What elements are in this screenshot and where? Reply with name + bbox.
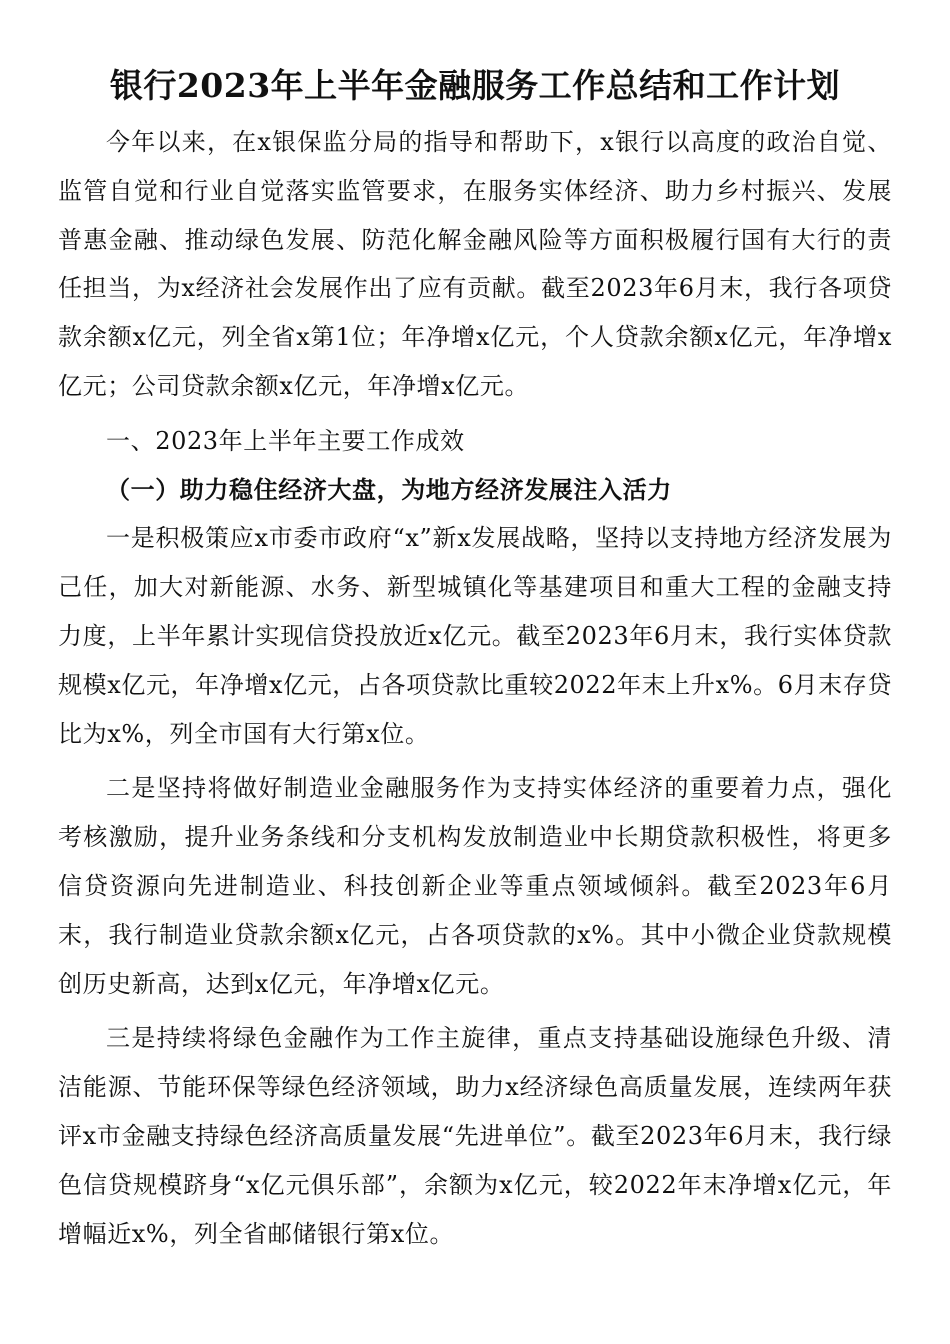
body-paragraph-3: 三是持续将绿色金融作为工作主旋律，重点支持基础设施绿色升级、清洁能源、节能环保等绿色经济领域，助力x经济绿色高质量发展，连续两年获评x市金融支持绿色经济高质量发展“先进单位”。截至2023年6月末，我行绿色信贷规模跻身“x亿元俱乐部”，余额为x亿元，较2022年末净增x亿元，年增幅近x%，列全省邮储银行第x位。 [58,1024,892,1248]
section-heading: 一、2023年上半年主要工作成效 [106,426,465,455]
body-paragraph-2: 二是坚持将做好制造业金融服务作为支持实体经济的重要着力点，强化考核激励，提升业务条线和分支机构发放制造业中长期贷款积极性，将更多信贷资源向先进制造业、科技创新企业等重点领域倾斜。截至2023年6月末，我行制造业贷款余额x亿元，占各项贷款的x%。其中小微企业贷款规模创历史新高，达到x亿元，年净增x亿元。 [58,774,892,998]
document-body [58,118,892,1258]
document-title: 银行2023年上半年金融服务工作总结和工作计划 [109,66,841,105]
body-paragraph-1: 一是积极策应x市委市政府“x”新x发展战略，坚持以支持地方经济发展为己任，加大对新能源、水务、新型城镇化等基建项目和重大工程的金融支持力度，上半年累计实现信贷投放近x亿元。截至2023年6月末，我行实体贷款规模x亿元，年净增x亿元，占各项贷款比重较2022年末上升x%。6月末存贷比为x%，列全市国有大行第x位。 [58,524,892,748]
intro-paragraph: 今年以来，在x银保监分局的指导和帮助下，x银行以高度的政治自觉、监管自觉和行业自觉落实监管要求，在服务实体经济、助力乡村振兴、发展普惠金融、推动绿色发展、防范化解金融风险等方面积极履行国有大行的责任担当，为x经济社会发展作出了应有贡献。截至2023年6月末，我行各项贷款余额x亿元，列全省x第1位；年净增x亿元，个人贷款余额x亿元，年净增x亿元；公司贷款余额x亿元，年净增x亿元。 [58,128,892,400]
subsection-heading: （一）助力稳住经济大盘，为地方经济发展注入活力 [106,474,672,504]
